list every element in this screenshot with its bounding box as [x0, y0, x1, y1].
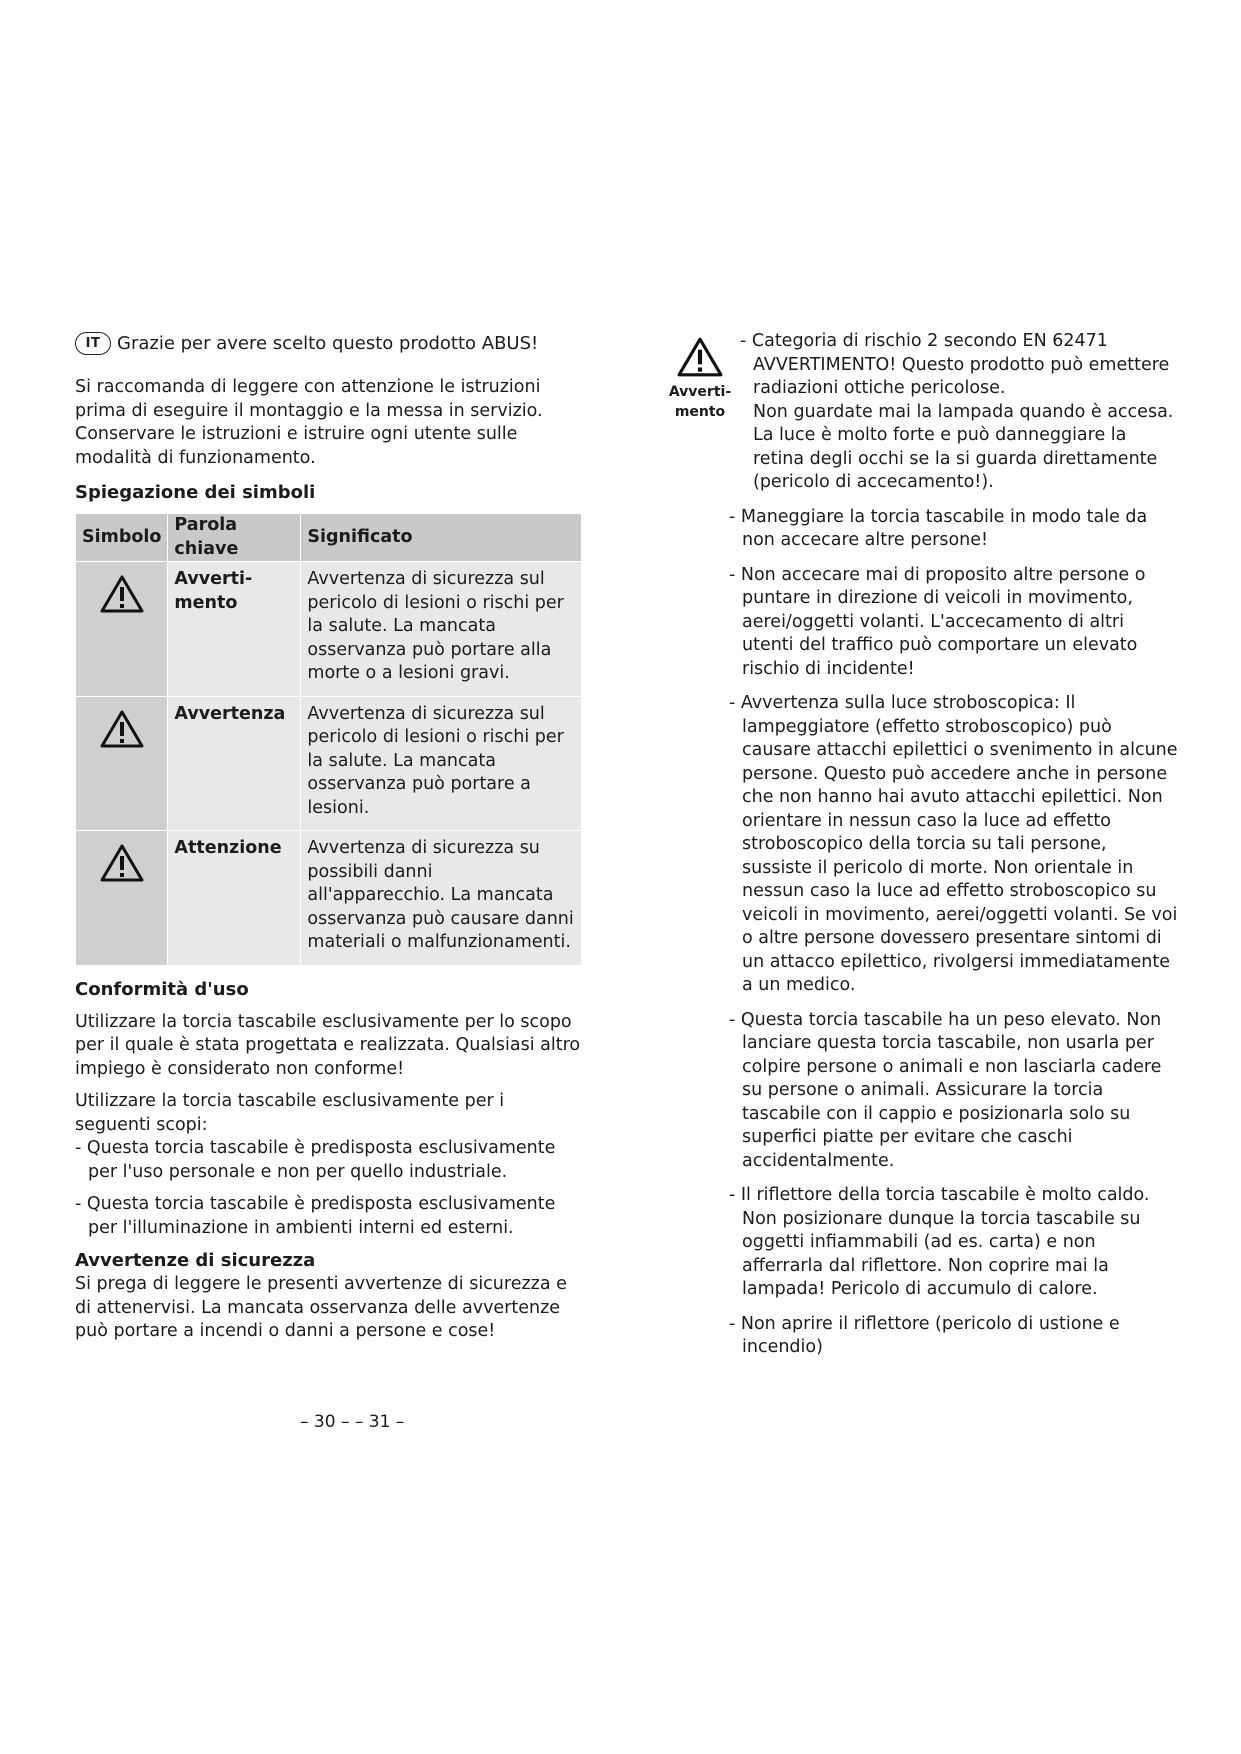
list-item: - Avvertenza sulla luce stroboscopica: Il lampeggiatore (effetto stroboscopico) può causare attacchi epilettici o svenimento in alcune persone. Questo può accedere anche in persone che non hanno hai avuto attacchi epilettici. Non orientare in nessun caso la luce ad effetto stroboscopico della torcia su tali persone, sussiste il pericolo di morte. Non orientale in nessun caso la luce ad effetto stroboscopico su veicoli in movimento, aerei/oggetti volanti. Se voi o altre persone dovessero presentare sintomi di un attacco epilettico, rivolgersi immediatamente a un medico.	[729, 693, 1178, 995]
safety-text: Si prega di leggere le presenti avvertenze di sicurezza e di attenervisi. La mancata osservanza delle avvertenze può portare a incendi o danni a persone e cose!	[75, 1274, 567, 1341]
warning-icon-area	[660, 330, 740, 495]
list-item: - Non accecare mai di proposito altre persone o puntare in direzione di veicoli in movimento, aerei/oggetti volanti. L'accecamento di altri utenti del traffico può comportare un elevato rischio di incidente!	[729, 564, 1146, 679]
meaning-cell: Avvertenza di sicurezza sul pericolo di lesioni o rischi per la salute. La mancata osservanza può portare alla morte o a lesioni gravi.	[301, 562, 582, 697]
table-row	[76, 831, 582, 966]
page-numbers: – 30 – – 31 –	[300, 1412, 405, 1432]
keyword-cell: Avverti- mento	[168, 562, 301, 697]
header-keyword: Parola chiave	[168, 514, 301, 562]
keyword-cell: Avvertenza	[168, 696, 301, 831]
list-item: - Maneggiare la torcia tascabile in modo tale da non accecare altre persone!	[729, 506, 1148, 550]
table-header-row	[76, 514, 582, 562]
warning-text-block	[740, 330, 1180, 495]
conformity-heading: Conformità d'uso	[75, 978, 249, 1000]
recommendation-text: Si raccomanda di leggere con attenzione le istruzioni prima di eseguire il montaggio e la messa in servizio. Conservare le istruzioni e istruire ogni utente sulle modalità di funzionamento.	[75, 377, 543, 468]
warning-line: - Categoria di rischio 2 secondo EN 62471	[740, 331, 1108, 351]
symbols-table	[75, 513, 582, 966]
table-row	[76, 696, 582, 831]
warning-triangle-icon	[100, 709, 144, 749]
safety-list	[729, 506, 1180, 1360]
list-item: - Non aprire il riflettore (pericolo di ustione e incendio)	[729, 1313, 1120, 1357]
warning-label: Avverti- mento	[668, 384, 732, 420]
meaning-cell: Avvertenza di sicurezza sul pericolo di lesioni o rischi per la salute. La mancata osservanza può portare a lesioni.	[301, 696, 582, 831]
right-column	[660, 330, 1180, 1360]
symbol-cell	[76, 562, 168, 697]
symbol-cell	[76, 696, 168, 831]
symbol-cell	[76, 831, 168, 966]
left-column	[75, 332, 585, 1344]
language-badge: IT	[75, 332, 111, 355]
warning-triangle-icon	[100, 574, 144, 614]
list-item: - Questa torcia tascabile è predisposta esclusivamente per l'uso personale e non per quello industriale.	[75, 1138, 556, 1182]
header-meaning: Significato	[301, 514, 582, 562]
warning-line: Non guardate mai la lampada quando è accesa. La luce è molto forte e può danneggiare la retina degli occhi se la si guarda direttamente (pericolo di accecamento!).	[753, 401, 1174, 492]
intro-line	[75, 332, 585, 355]
warning-triangle-icon	[100, 843, 144, 883]
meaning-cell: Avvertenza di sicurezza su possibili danni all'apparecchio. La mancata osservanza può causare danni materiali o malfunzionamenti.	[301, 831, 582, 966]
symbols-heading: Spiegazione dei simboli	[75, 482, 316, 503]
keyword-cell: Attenzione	[168, 831, 301, 966]
warning-triangle-icon	[677, 336, 723, 378]
header-symbol: Simbolo	[76, 514, 168, 562]
list-item: - Questa torcia tascabile ha un peso elevato. Non lanciare questa torcia tascabile, non usarla per colpire persone o animali e non lasciarla cadere su persone o animali. Assicurare la torcia tascabile con il cappio e posizionarla solo su superfici piatte per evitare che caschi accidentalmente.	[729, 1009, 1162, 1171]
conformity-paragraph: Utilizzare la torcia tascabile esclusivamente per lo scopo per il quale è stata progettata e realizzata. Qualsiasi altro impiego è considerato non conforme!	[75, 1011, 581, 1079]
warning-line: AVVERTIMENTO! Questo prodotto può emettere radiazioni ottiche pericolose.	[753, 354, 1170, 398]
intro-text: Grazie per avere scelto questo prodotto ABUS!	[117, 333, 539, 354]
table-row	[76, 562, 582, 697]
warning-block	[660, 330, 1180, 495]
list-item: - Il riflettore della torcia tascabile è molto caldo. Non posizionare dunque la torcia tascabile su oggetti infiammabili (ad es. carta) e non afferrarla dal riflettore. Non coprire mai la lampada! Pericolo di accumulo di calore.	[729, 1185, 1150, 1299]
safety-heading: Avvertenze di sicurezza	[75, 1250, 316, 1271]
conformity-paragraph: Utilizzare la torcia tascabile esclusivamente per i seguenti scopi:	[75, 1091, 505, 1135]
list-item: - Questa torcia tascabile è predisposta esclusivamente per l'illuminazione in ambienti interni ed esterni.	[75, 1194, 556, 1238]
